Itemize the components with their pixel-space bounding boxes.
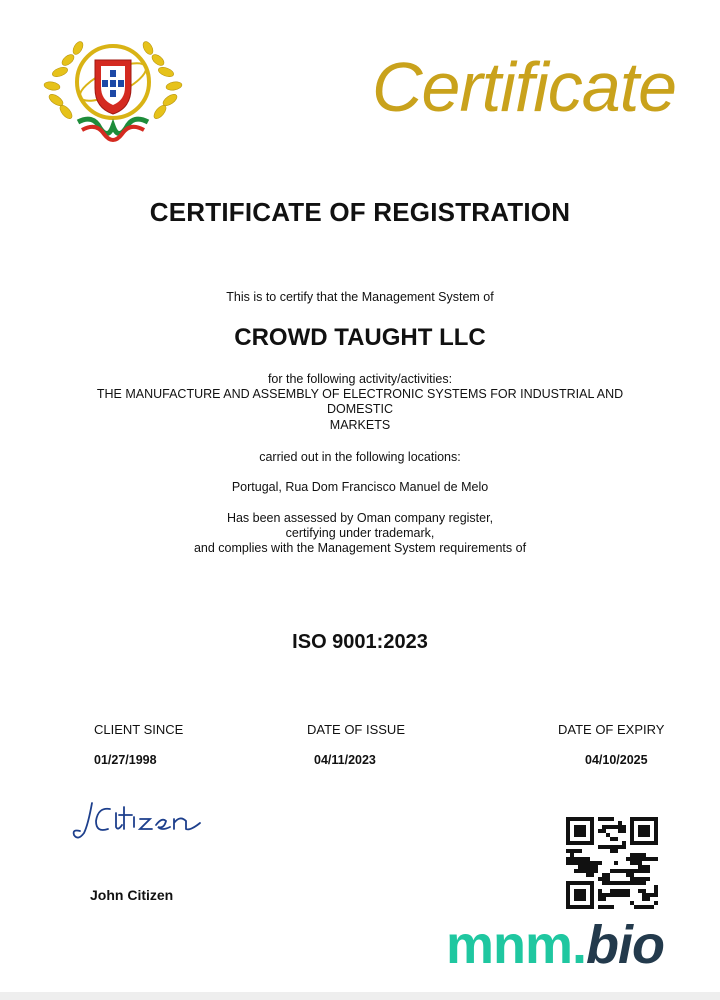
activity-line-1: THE MANUFACTURE AND ASSEMBLY OF ELECTRONIC SYSTEMS FOR INDUSTRIAL AND — [96, 387, 624, 401]
assessment-line-1: Has been assessed by Oman company register, — [226, 511, 494, 525]
signer-name: John Citizen — [90, 887, 174, 903]
date-of-expiry-value: 04/10/2025 — [585, 753, 648, 767]
assessment-line-2: certifying under trademark, — [285, 526, 435, 540]
date-of-expiry-label: DATE OF EXPIRY — [558, 722, 665, 737]
iso-standard: ISO 9001:2023 — [292, 631, 428, 653]
activity-lead: for the following activity/activities: — [267, 372, 453, 386]
certificate-title: CERTIFICATE OF REGISTRATION — [149, 197, 571, 227]
watermark-part-1: mnm. — [446, 915, 587, 975]
watermark-part-2: bio — [586, 915, 665, 975]
date-of-issue-value: 04/11/2023 — [314, 753, 376, 767]
date-of-issue-label: DATE OF ISSUE — [307, 722, 405, 737]
locations-lead: carried out in the following locations: — [259, 450, 461, 464]
activity-line-2: DOMESTIC — [327, 402, 393, 416]
location-address: Portugal, Rua Dom Francisco Manuel de Melo — [231, 480, 489, 494]
intro-text: This is to certify that the Management System of — [226, 290, 494, 304]
certificate-heading-word: Certificate — [372, 48, 677, 126]
coat-of-arms-emblem — [38, 30, 188, 148]
assessment-line-3: and complies with the Management System requirements of — [193, 541, 527, 555]
activity-line-3: MARKETS — [329, 418, 391, 432]
client-since-label: CLIENT SINCE — [94, 722, 184, 737]
footer-bar — [0, 992, 720, 1000]
handwritten-signature — [70, 795, 205, 845]
qr-code — [566, 817, 658, 909]
client-since-value: 01/27/1998 — [94, 753, 157, 767]
company-name: CROWD TAUGHT LLC — [234, 324, 486, 351]
watermark-brand — [446, 915, 665, 975]
